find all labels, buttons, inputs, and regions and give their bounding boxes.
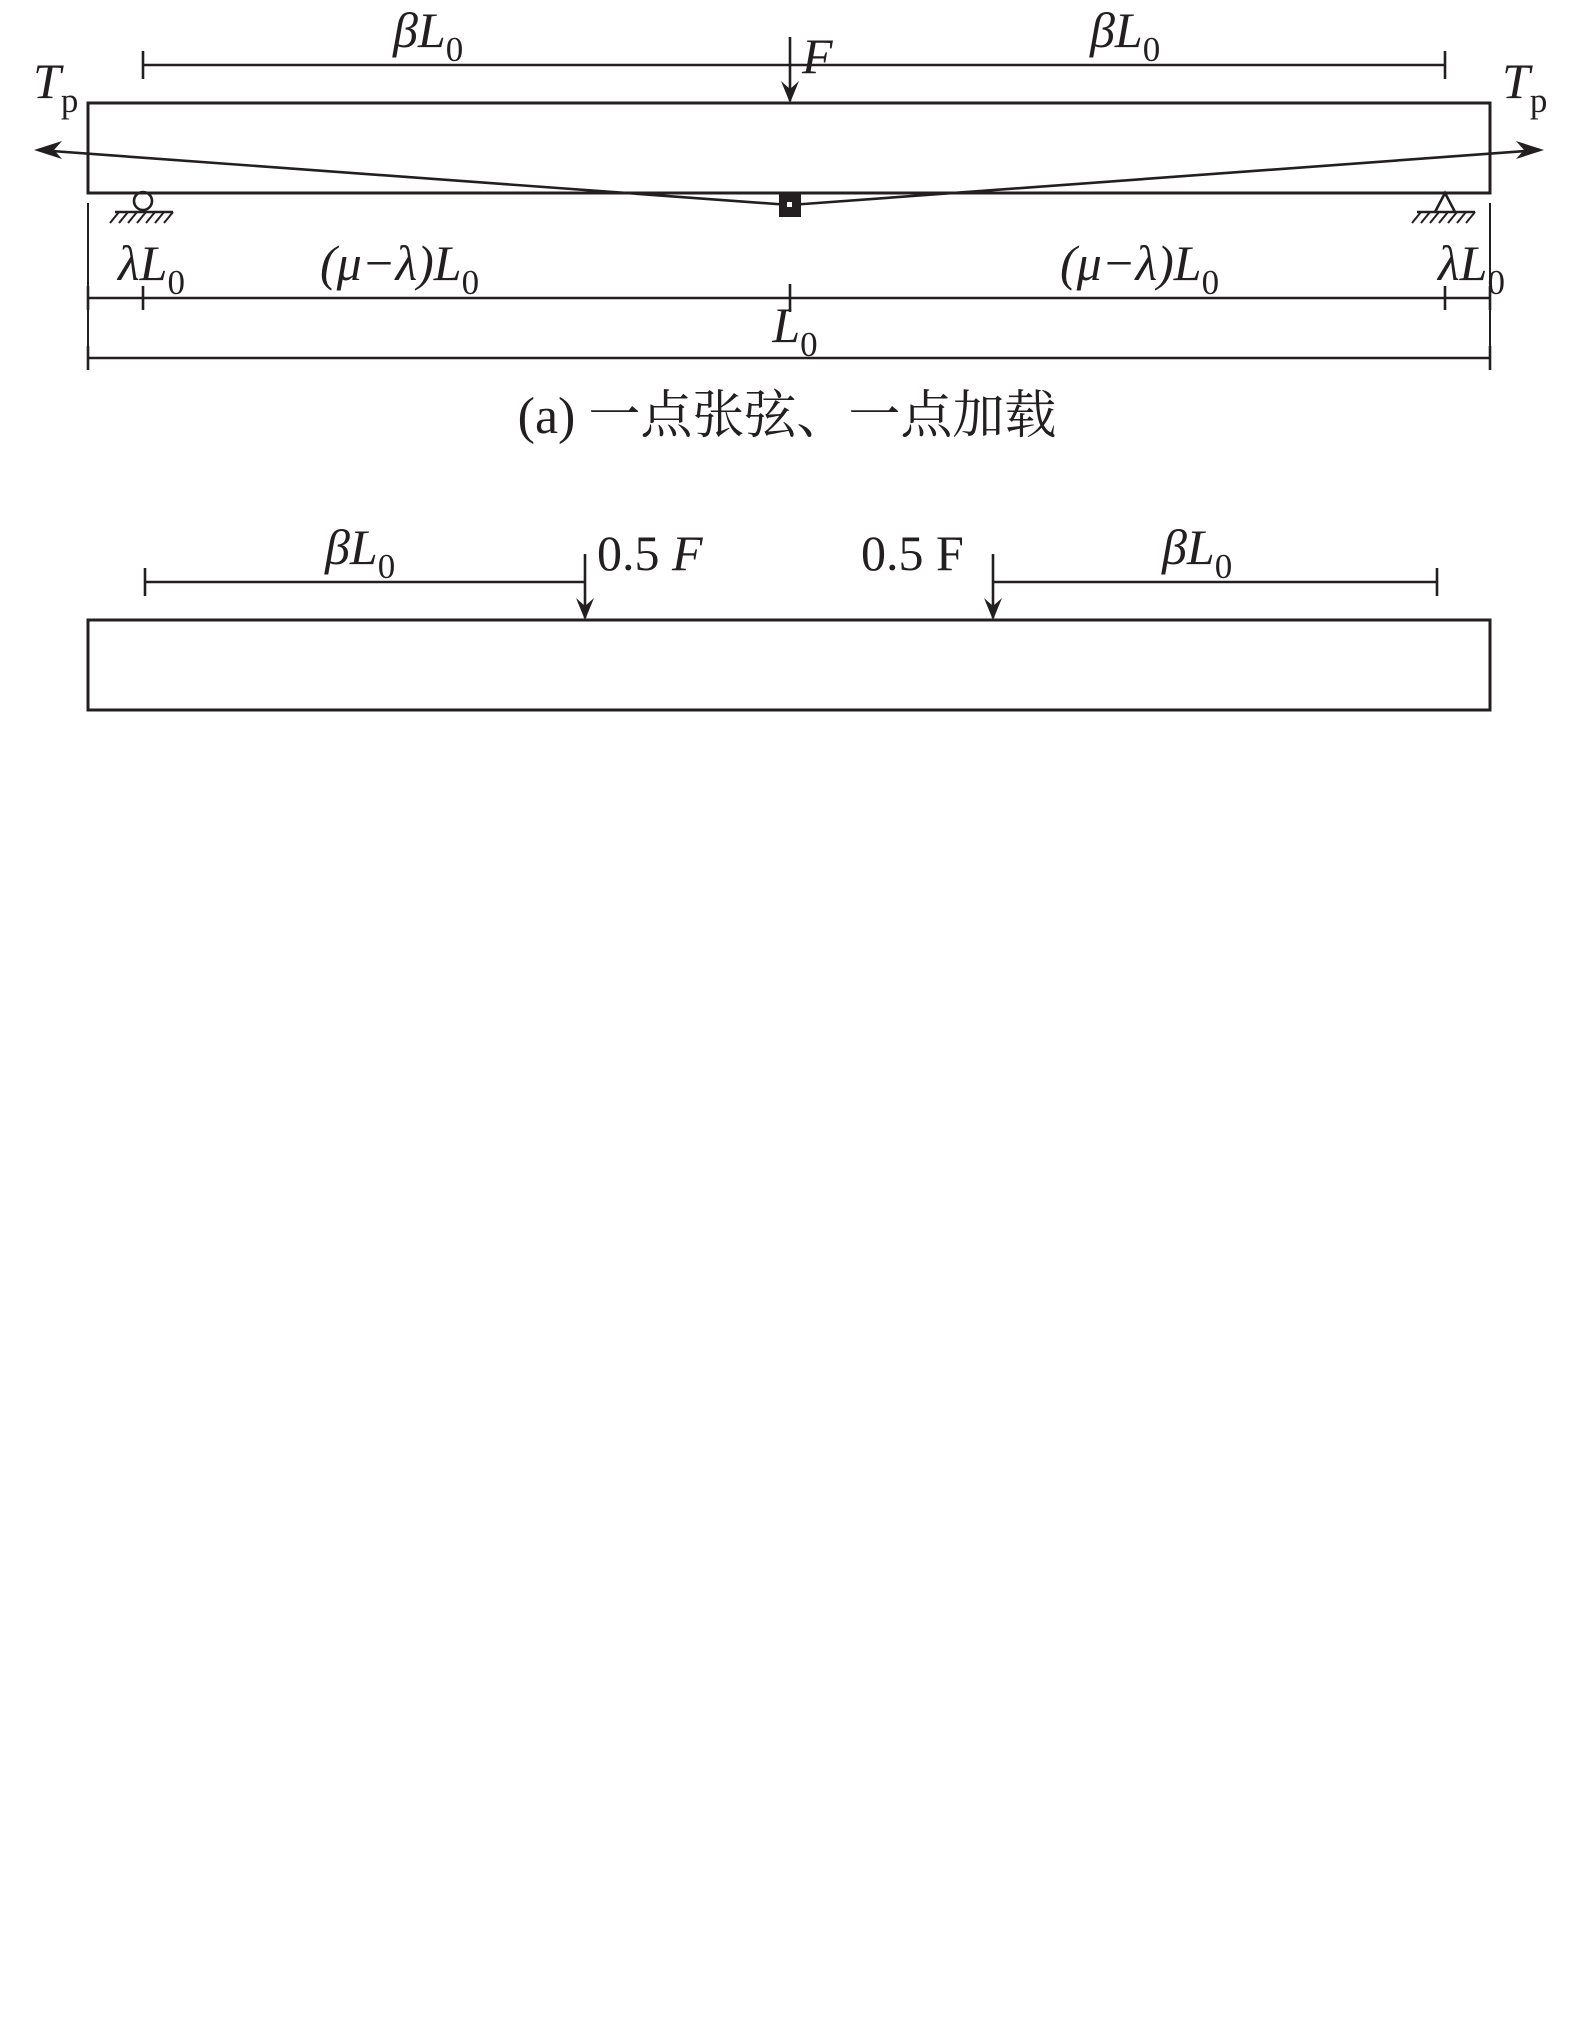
support-roller-roller — [134, 192, 152, 210]
L0-label-sub: 0 — [800, 325, 818, 364]
beam — [88, 620, 1490, 710]
lambda-L0-left-main: λL — [118, 235, 168, 291]
support-pin-ground-hatch — [1448, 212, 1457, 223]
tension-arrow-right — [1516, 141, 1544, 159]
tension-label-left — [33, 53, 78, 120]
beta-L0-right-sub: 0 — [1142, 30, 1161, 69]
L0-label — [771, 297, 817, 364]
lambda-L0-right — [1436, 235, 1505, 302]
load-label-half-F-right-main: 0.5 F — [861, 525, 964, 581]
support-pin-ground-hatch — [1412, 212, 1421, 223]
support-pin-ground-hatch — [1466, 212, 1475, 223]
support-roller-ground-hatch — [137, 212, 146, 223]
beam — [88, 103, 1490, 193]
mu-lambda-L0-right-main: (μ−λ)L — [1060, 235, 1202, 291]
tension-label-left-main: T — [33, 53, 61, 109]
beta-L0-right — [1161, 519, 1232, 586]
support-pin-triangle — [1435, 193, 1455, 212]
beta-L0-right-main: βL — [1090, 2, 1143, 58]
load-label-half-F-left — [597, 525, 703, 581]
tension-label-right-main: T — [1502, 53, 1530, 109]
tension-label-right-sub: p — [1529, 81, 1548, 120]
load-label-F-italic: F — [672, 525, 703, 581]
support-roller-ground-hatch — [128, 212, 137, 223]
mu-lambda-L0-left-main: (μ−λ)L — [320, 235, 462, 291]
load-label-F-main: F — [802, 28, 833, 84]
beta-L0-right-main: βL — [1162, 519, 1215, 575]
beta-L0-left — [324, 519, 395, 586]
support-pin-ground-hatch — [1421, 212, 1430, 223]
beta-L0-left-main: βL — [325, 519, 378, 575]
support-pin-ground-hatch — [1430, 212, 1439, 223]
tension-anchor-0-hole — [787, 202, 792, 207]
load-label-F — [801, 28, 833, 84]
support-roller-ground-hatch — [164, 212, 173, 223]
beta-L0-left-sub: 0 — [377, 547, 396, 586]
panel-a — [33, 2, 1547, 445]
support-pin-ground-hatch — [1457, 212, 1466, 223]
mu-lambda-L0-right-sub: 0 — [1201, 263, 1220, 302]
mu-lambda-L0-right — [1060, 235, 1219, 302]
load-label-half-F-left-main: 0.5 — [597, 525, 672, 581]
tension-arrow-left — [34, 141, 62, 159]
load-label-half-F-right — [861, 525, 964, 581]
lambda-L0-right-main: λL — [1438, 235, 1488, 291]
lambda-L0-left-sub: 0 — [167, 263, 185, 302]
panel-b — [88, 519, 1490, 710]
panel-caption: (a) 一点张弦、一点加载 — [517, 388, 1057, 445]
support-pin-ground-hatch — [1439, 212, 1448, 223]
tension-label-right — [1502, 53, 1547, 120]
support-roller-ground-hatch — [146, 212, 155, 223]
beta-L0-right — [1089, 2, 1160, 69]
lambda-L0-left — [116, 235, 185, 302]
beta-L0-left-main: βL — [393, 2, 446, 58]
beta-L0-right-sub: 0 — [1214, 547, 1233, 586]
tension-label-left-sub: p — [60, 81, 79, 120]
support-roller-ground-hatch — [119, 212, 128, 223]
mu-lambda-L0-left-sub: 0 — [461, 263, 480, 302]
support-roller-ground-hatch — [110, 212, 119, 223]
beta-L0-left-sub: 0 — [445, 30, 464, 69]
lambda-L0-right-sub: 0 — [1487, 263, 1505, 302]
beta-L0-left — [392, 2, 463, 69]
L0-label-main: L — [772, 297, 801, 353]
support-roller-ground-hatch — [155, 212, 164, 223]
mu-lambda-L0-left — [320, 235, 479, 302]
